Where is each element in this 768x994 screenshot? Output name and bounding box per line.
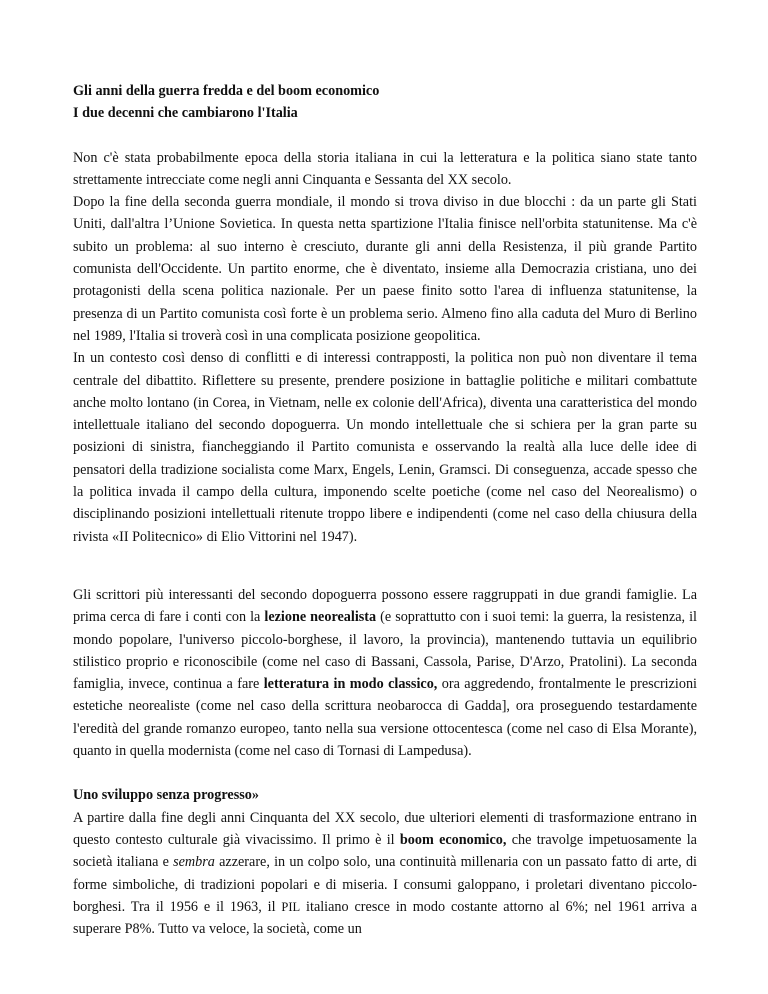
acronym-pil: PIL	[281, 899, 301, 914]
text-run: (e soprattutto con i suoi temi: la guerra, la resistenza, il mondo popolare, l'universo piccolo-borghese, il lavoro, la provincia), mantenendo tuttavia un equilibrio stilistico proprio e riconoscibile (come nel caso di Bassani, Cassola, Parise, D'Arzo, Pratolini). La seconda famiglia, invece, continua a fare	[73, 609, 698, 693]
emphasis-boom: boom economico,	[399, 831, 507, 848]
paragraph-intro: Non c'è stata probabilmente epoca della storia italiana in cui la letteratura e la politica siano state tanto strettamente intrecciate come negli anni Cinquanta e Sessanta del XX secolo.	[73, 149, 697, 188]
spacer	[73, 762, 697, 784]
emphasis-neorealist: lezione neorealista	[264, 609, 377, 626]
text-run: ora aggredendo, frontalmente le prescrizioni estetiche neorealiste (come nel caso della scrittura neobarocca di Gadda], ora proseguendo testardamente l'eredità del grande romanzo europeo, tanto nella sua versione ottocentesca (come nel caso di Elsa Morante), quanto in quella modernista (come nel caso di Tornasi di Lampedusa).	[73, 676, 697, 760]
paragraph-writers	[73, 584, 697, 762]
paragraph-boom	[73, 807, 697, 941]
document-page	[73, 80, 697, 940]
spacer	[73, 125, 697, 147]
text-run: italiano cresce in modo costante attorno al 6%; nel 1961 arriva a superare P8%. Tutto va veloce, la società, come un	[73, 898, 697, 938]
spacer	[73, 548, 697, 584]
document-title: Gli anni della guerra fredda e del boom economico	[73, 83, 380, 99]
document-subtitle: I due decenni che cambiarono l'Italia	[73, 105, 298, 122]
emphasis-sembra: sembra	[173, 854, 215, 871]
text-run: che travolge impetuosamente la società italiana e	[73, 831, 697, 871]
paragraph-politics: In un contesto così denso di conflitti e di interessi contrapposti, la politica non può non diventare il tema centrale del dibattito. Riflettere su presente, prendere posizione in battaglie politiche e militari combattute anche molto lontano (in Corea, in Vietnam, nelle ex colonie dell'Africa), diventa una caratteristica del mondo intellettuale italiano del secondo dopoguerra. Un mondo intellettuale che si schiera per la gran parte su posizioni di sinistra, fiancheggiando il Partito comunista e osservando la realtà alla luce delle idee di pensatori della tradizione socialista come Marx, Engels, Lenin, Gramsci. Di conseguenza, accade spesso che la politica invada il campo della cultura, imponendo scelte poetiche (come nel caso del Neorealismo) o disciplinando posizioni intellettuali ritenute troppo libere e indipendenti (come nel caso della chiusura della rivista «II Politecnico» di Elio Vittorini nel 1947).	[73, 350, 697, 545]
emphasis-classic: letteratura in modo classico,	[263, 676, 438, 693]
paragraph-cold-war: Dopo la fine della seconda guerra mondiale, il mondo si trova diviso in due blocchi : da un parte gli Stati Uniti, dall'altra l’Unione Sovietica. In questa netta spartizione l'Italia finisce nell'orbita statunitense. Ma c'è subito un problema: al suo interno è cresciuto, durante gli anni della Resistenza, il più grande Partito comunista dell'Occidente. Un partito enorme, che è diventato, insieme alla Democrazia cristiana, uno dei protagonisti della scena politica nazionale. Per un paese finito sotto l'area di influenza statunitense, la presenza di un Partito comunista così forte è un problema serio. Almeno fino alla caduta del Muro di Berlino nel 1989, l'Italia si troverà così in una complicata posizione geopolitica.	[73, 194, 697, 344]
text-run: Gli scrittori più interessanti del secondo dopoguerra possono essere raggruppati in due grandi famiglie. La prima cerca di fare i conti con la	[73, 586, 697, 626]
text-run: azzerare, in un colpo solo, una continuità millenaria con un passato fatto di arte, di forme simboliche, di tradizioni popolari e di miseria. I consumi galoppano, i proletari diventano piccolo-borghesi. Tra il 1956 e il 1963, il	[73, 854, 697, 915]
section-heading: Uno sviluppo senza progresso»	[73, 787, 259, 804]
text-run: A partire dalla fine degli anni Cinquanta del XX secolo, due ulteriori elementi di trasformazione entrano in questo contesto culturale già vivacissimo. Il primo è il	[73, 809, 697, 848]
